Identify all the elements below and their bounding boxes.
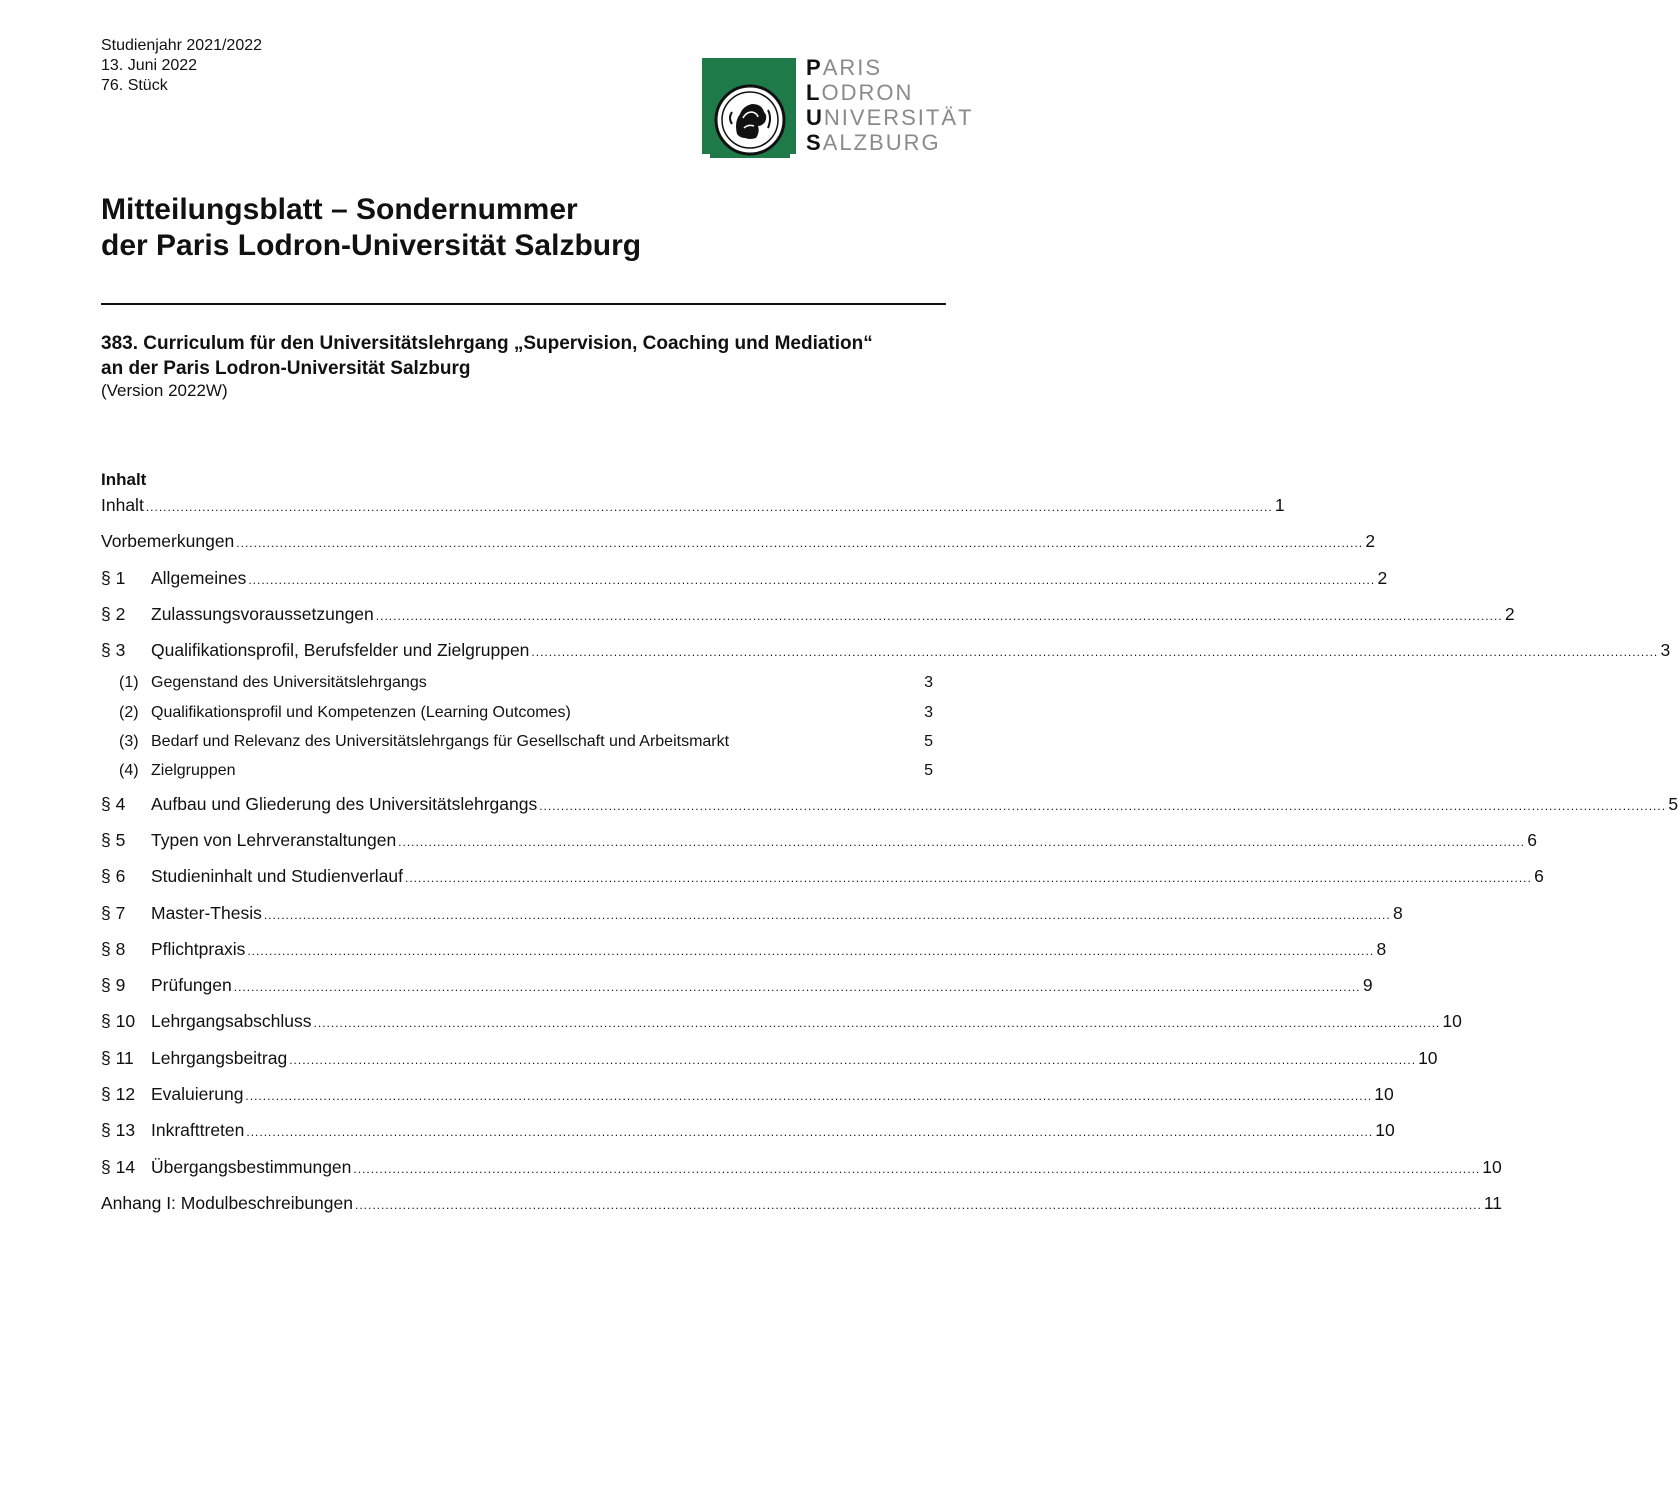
toc-entry-number: (1) xyxy=(119,674,139,692)
toc-dot-leader: .................................................................................................................................................................................................................................................................... xyxy=(263,907,1391,922)
toc-entry-label: Zielgruppen xyxy=(151,762,236,780)
toc-entry-page: 5 xyxy=(924,733,933,751)
toc-entry-page: 2 xyxy=(1377,567,1388,588)
toc-entry-number: § 4 xyxy=(101,793,126,814)
toc-entry-label: Master-Thesis xyxy=(151,902,262,923)
curriculum-title-line-2: an der Paris Lodron-Universität Salzburg xyxy=(101,358,471,379)
toc-dot-leader: .................................................................................................................................................................................................................................................................... xyxy=(233,980,1361,995)
toc-dot-leader: .................................................................................................................................................................................................................................................................... xyxy=(398,834,1526,849)
toc-entry-page: 5 xyxy=(1668,793,1678,814)
toc-entry-label: Gegenstand des Universitätslehrgangs xyxy=(151,674,427,692)
toc-entry[interactable] xyxy=(101,895,1403,931)
toc-dot-leader: .................................................................................................................................................................................................................................................................... xyxy=(355,1197,1482,1212)
toc-entry-number: § 8 xyxy=(101,938,126,959)
toc-entry-number: § 6 xyxy=(101,866,126,887)
toc-entry-label: Pflichtpraxis xyxy=(151,938,246,959)
toc-entry-number: (4) xyxy=(119,762,139,780)
toc-entry[interactable] xyxy=(101,487,1285,523)
university-logo xyxy=(702,52,974,160)
logo-line-1: PARIS xyxy=(806,55,883,80)
toc-entry-page: 1 xyxy=(1274,495,1285,515)
toc-entry-page: 3 xyxy=(924,674,933,692)
toc-entry[interactable] xyxy=(101,822,1538,858)
toc-entry[interactable] xyxy=(101,1076,1394,1112)
toc-entry[interactable] xyxy=(101,1185,1503,1221)
toc-dot-leader: .................................................................................................................................................................................................................................................................... xyxy=(248,572,1376,587)
toc-entry-number: § 2 xyxy=(101,603,126,624)
toc-dot-leader: .................................................................................................................................................................................................................................................................... xyxy=(145,500,1273,514)
table-of-contents xyxy=(101,487,1678,1221)
toc-entry[interactable] xyxy=(101,931,1387,967)
toc-entry-number: § 10 xyxy=(101,1011,136,1032)
toc-entry-label: Inhalt xyxy=(101,495,144,515)
academic-year: Studienjahr 2021/2022 xyxy=(101,37,263,54)
toc-entry-page: 8 xyxy=(1392,902,1403,923)
title-divider xyxy=(101,303,946,305)
toc-entry-page: 10 xyxy=(1482,1156,1502,1177)
toc-entry-label: Prüfungen xyxy=(151,975,232,996)
toc-entry-page: 6 xyxy=(1527,829,1538,850)
toc-entry[interactable] xyxy=(101,596,1515,632)
toc-dot-leader: .................................................................................................................................................................................................................................................................... xyxy=(405,871,1532,886)
toc-entry-label: Lehrgangsbeitrag xyxy=(151,1047,288,1068)
toc-entry-number: (2) xyxy=(119,703,139,721)
toc-dot-leader: .................................................................................................................................................................................................................................................................... xyxy=(353,1161,1481,1176)
toc-entry-label: Aufbau und Gliederung des Universitätslehrgangs xyxy=(151,793,538,814)
toc-subentry[interactable] xyxy=(101,698,933,727)
logo-line-3: UNIVERSITÄT xyxy=(806,105,974,130)
toc-entry-page: 10 xyxy=(1374,1084,1394,1105)
toc-dot-leader: .................................................................................................................................................................................................................................................................... xyxy=(289,1052,1417,1067)
toc-subentry[interactable] xyxy=(101,756,933,785)
toc-entry[interactable] xyxy=(101,786,1678,822)
toc-entry-number: (3) xyxy=(119,733,139,751)
curriculum-title-line-1: 383. Curriculum für den Universitätslehrgang „Supervision, Coaching und Mediation“ xyxy=(101,333,873,354)
toc-dot-leader: .................................................................................................................................................................................................................................................................... xyxy=(375,608,1503,623)
toc-entry-page: 3 xyxy=(1660,640,1671,661)
toc-entry-number: § 1 xyxy=(101,567,126,588)
page-title xyxy=(101,192,641,264)
toc-entry-label: Inkrafttreten xyxy=(151,1120,245,1141)
logo-wordmark xyxy=(806,55,973,155)
toc-heading: Inhalt xyxy=(101,470,147,489)
toc-entry[interactable] xyxy=(101,1040,1438,1076)
lion-seal-icon xyxy=(710,82,790,158)
toc-entry-number: § 14 xyxy=(101,1156,136,1177)
toc-entry-label: Vorbemerkungen xyxy=(101,531,235,552)
toc-entry-label: Typen von Lehrveranstaltungen xyxy=(151,829,397,850)
toc-dot-leader: .................................................................................................................................................................................................................................................................... xyxy=(313,1016,1441,1031)
toc-entry-label: Qualifikationsprofil und Kompetenzen (Learning Outcomes) xyxy=(151,703,571,721)
issue-date: 13. Juni 2022 xyxy=(101,57,198,74)
toc-entry[interactable] xyxy=(101,632,1671,668)
toc-entry-page: 6 xyxy=(1534,866,1544,887)
toc-entry-page: 9 xyxy=(1362,975,1373,996)
toc-entry-number: § 12 xyxy=(101,1084,136,1105)
toc-dot-leader: .................................................................................................................................................................................................................................................................... xyxy=(245,1089,1373,1104)
toc-entry-page: 3 xyxy=(924,703,933,721)
toc-entry-label: Lehrgangsabschluss xyxy=(151,1011,312,1032)
toc-entry[interactable] xyxy=(101,1149,1502,1185)
toc-entry-number: § 7 xyxy=(101,902,126,923)
logo-line-2: LODRON xyxy=(806,80,914,105)
toc-entry[interactable] xyxy=(101,523,1376,559)
document-meta xyxy=(101,36,262,96)
toc-entry[interactable] xyxy=(101,858,1544,894)
toc-entry-page: 8 xyxy=(1376,938,1387,959)
toc-entry-number: § 13 xyxy=(101,1120,136,1141)
toc-entry[interactable] xyxy=(101,1112,1395,1148)
toc-entry-number: § 9 xyxy=(101,975,126,996)
curriculum-version: (Version 2022W) xyxy=(101,381,228,400)
logo-line-4: SALZBURG xyxy=(806,130,941,155)
toc-dot-leader: .................................................................................................................................................................................................................................................................... xyxy=(531,645,1659,660)
toc-entry-page: 10 xyxy=(1418,1047,1438,1068)
toc-entry-page: 11 xyxy=(1483,1192,1503,1213)
toc-entry[interactable] xyxy=(101,560,1388,596)
toc-dot-leader: .................................................................................................................................................................................................................................................................... xyxy=(236,536,1364,551)
toc-entry-page: 2 xyxy=(1504,603,1515,624)
toc-entry-label: Bedarf und Relevanz des Universitätslehrgangs für Gesellschaft und Arbeitsmarkt xyxy=(151,733,730,751)
toc-entry-label: Evaluierung xyxy=(151,1084,244,1105)
toc-entry-label: Studieninhalt und Studienverlauf xyxy=(151,866,403,887)
title-line-1: Mitteilungsblatt – Sondernummer xyxy=(101,193,578,226)
curriculum-title xyxy=(101,331,971,381)
toc-entry-label: Zulassungsvoraussetzungen xyxy=(151,603,374,624)
toc-entry[interactable] xyxy=(101,967,1373,1003)
toc-entry-page: 10 xyxy=(1375,1120,1395,1141)
toc-entry-page: 5 xyxy=(924,762,933,780)
toc-dot-leader: .................................................................................................................................................................................................................................................................... xyxy=(539,798,1667,813)
toc-subentry[interactable] xyxy=(101,727,933,756)
toc-subentry[interactable] xyxy=(101,668,933,697)
toc-entry-number: § 5 xyxy=(101,829,126,850)
toc-entry-page: 2 xyxy=(1365,531,1376,552)
toc-entry[interactable] xyxy=(101,1003,1462,1039)
toc-entry-label: Allgemeines xyxy=(151,567,247,588)
issue-number: 76. Stück xyxy=(101,77,168,94)
toc-entry-label: Qualifikationsprofil, Berufsfelder und Zielgruppen xyxy=(151,640,530,661)
toc-dot-leader: .................................................................................................................................................................................................................................................................... xyxy=(246,1125,1374,1140)
title-line-2: der Paris Lodron-Universität Salzburg xyxy=(101,229,642,262)
toc-entry-number: § 3 xyxy=(101,640,126,661)
toc-entry-number: § 11 xyxy=(101,1047,134,1068)
toc-entry-label: Übergangsbestimmungen xyxy=(151,1156,352,1177)
toc-entry-page: 10 xyxy=(1442,1011,1462,1032)
toc-entry-label: Anhang I: Modulbeschreibungen xyxy=(101,1192,353,1213)
toc-dot-leader: .................................................................................................................................................................................................................................................................... xyxy=(247,943,1375,958)
